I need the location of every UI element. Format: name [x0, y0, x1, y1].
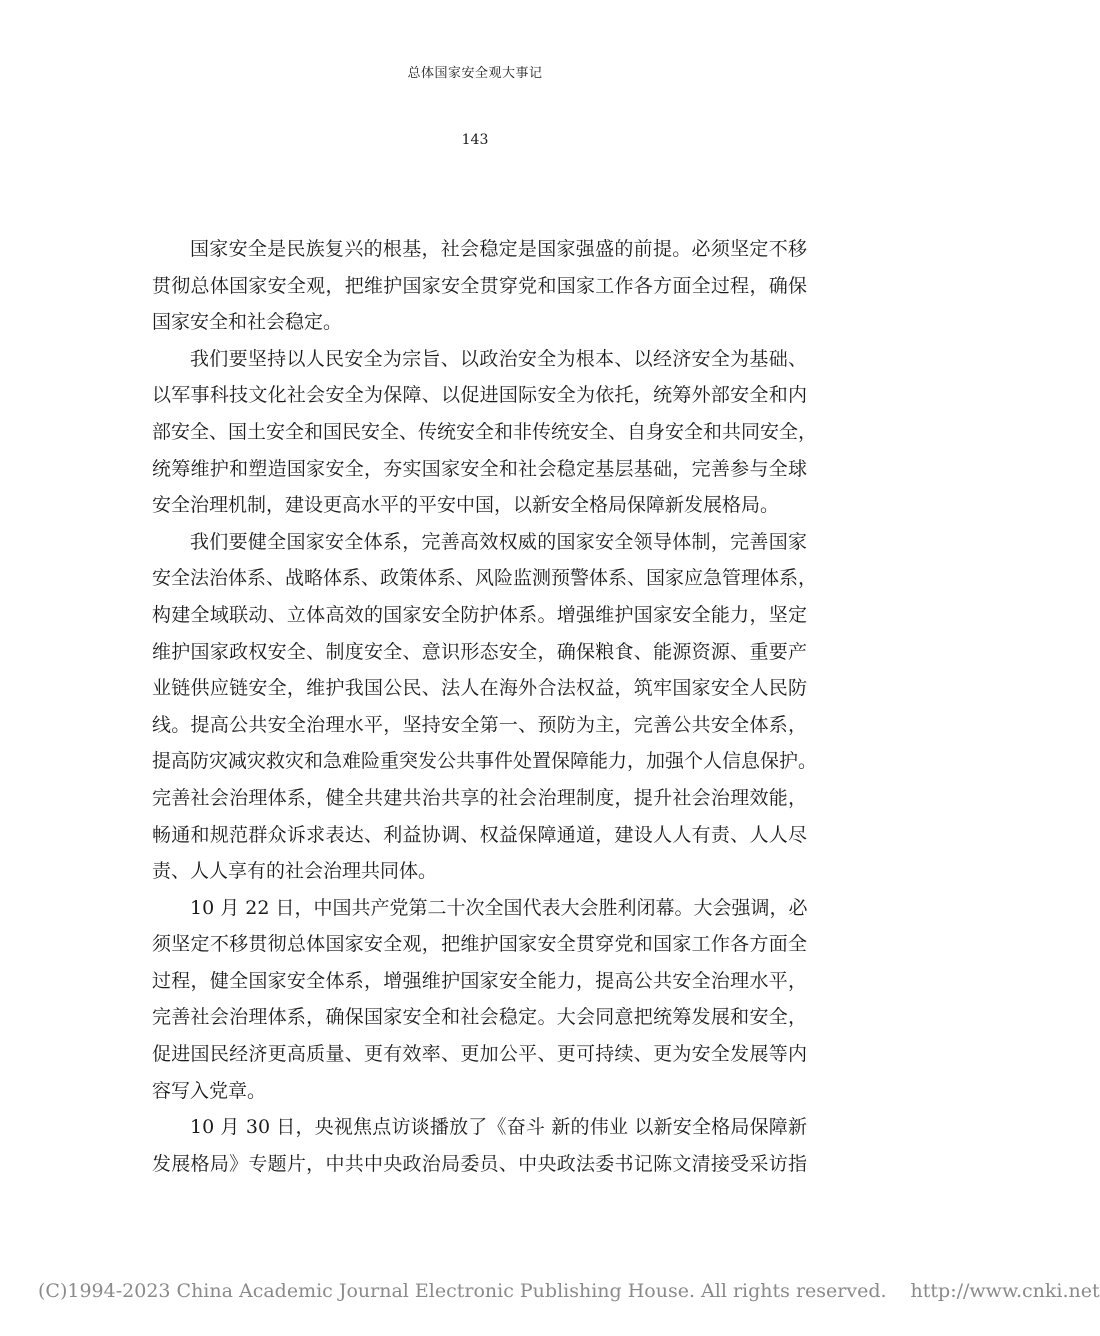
text-line: 容写入党章。 — [152, 1079, 267, 1102]
text-line: 完善社会治理体系，确保国家安全和社会稳定。大会同意把统筹发展和安全， — [152, 1006, 807, 1029]
text-line: 业链供应链安全，维护我国公民、法人在海外合法权益，筑牢国家安全人民防 — [152, 677, 807, 700]
running-title: 总体国家安全观大事记 — [407, 66, 543, 81]
text-line: 提高防灾减灾救灾和急难险重突发公共事件处置保障能力，加强个人信息保护。 — [152, 750, 818, 773]
text-line: 完善社会治理体系，健全共建共治共享的社会治理制度，提升社会治理效能， — [152, 786, 807, 809]
text-line: 责、人人享有的社会治理共同体。 — [152, 860, 438, 883]
text-line: 以军事科技文化社会安全为保障、以促进国际安全为依托，统筹外部安全和内 — [152, 384, 807, 407]
text-line: 10 月 22 日，中国共产党第二十次全国代表大会胜利闭幕。大会强调，必 — [190, 896, 808, 919]
text-line: 畅通和规范群众诉求表达、利益协调、权益保障通道，建设人人有责、人人尽 — [152, 823, 807, 846]
text-line: 过程，健全国家安全体系，增强维护国家安全能力，提高公共安全治理水平， — [152, 969, 807, 992]
text-line: 部安全、国土安全和国民安全、传统安全和非传统安全、自身安全和共同安全， — [152, 420, 818, 443]
footer-url: http://www.cnki.net — [910, 1280, 1100, 1302]
text-line: 统筹维护和塑造国家安全，夯实国家安全和社会稳定基层基础，完善参与全球 — [152, 457, 807, 480]
text-line: 安全法治体系、战略体系、政策体系、风险监测预警体系、国家应急管理体系， — [152, 567, 818, 590]
text-line: 贯彻总体国家安全观，把维护国家安全贯穿党和国家工作各方面全过程，确保 — [152, 274, 807, 297]
text-line: 国家安全是民族复兴的根基，社会稳定是国家强盛的前提。必须坚定不移 — [190, 238, 807, 260]
text-line: 安全治理机制，建设更高水平的平安中国，以新安全格局保障新发展格局。 — [152, 494, 780, 517]
text-line: 构建全域联动、立体高效的国家安全防护体系。增强维护国家安全能力，坚定 — [152, 603, 807, 626]
text-line: 线。提高公共安全治理水平，坚持安全第一、预防为主，完善公共安全体系， — [152, 713, 807, 736]
text-line: 促进国民经济更高质量、更有效率、更加公平、更可持续、更为安全发展等内 — [152, 1043, 807, 1066]
text-line: 10 月 30 日，央视焦点访谈播放了《奋斗 新的伟业 以新安全格局保障新 — [190, 1116, 807, 1139]
footer — [38, 1280, 1100, 1302]
copyright-notice: (C)1994-2023 China Academic Journal Electronic Publishing House. All rights reserved. — [38, 1280, 887, 1302]
text-line: 我们要坚持以人民安全为宗旨、以政治安全为根本、以经济安全为基础、 — [190, 347, 807, 370]
body-text — [152, 231, 818, 1182]
page-number: 143 — [461, 132, 489, 148]
text-line: 发展格局》专题片，中共中央政治局委员、中央政法委书记陈文清接受采访指 — [152, 1152, 807, 1175]
text-line: 国家安全和社会稳定。 — [152, 311, 343, 334]
text-line: 维护国家政权安全、制度安全、意识形态安全，确保粮食、能源资源、重要产 — [152, 640, 807, 663]
text-line: 须坚定不移贯彻总体国家安全观，把维护国家安全贯穿党和国家工作各方面全 — [152, 933, 807, 956]
text-line: 我们要健全国家安全体系，完善高效权威的国家安全领导体制，完善国家 — [190, 530, 807, 553]
